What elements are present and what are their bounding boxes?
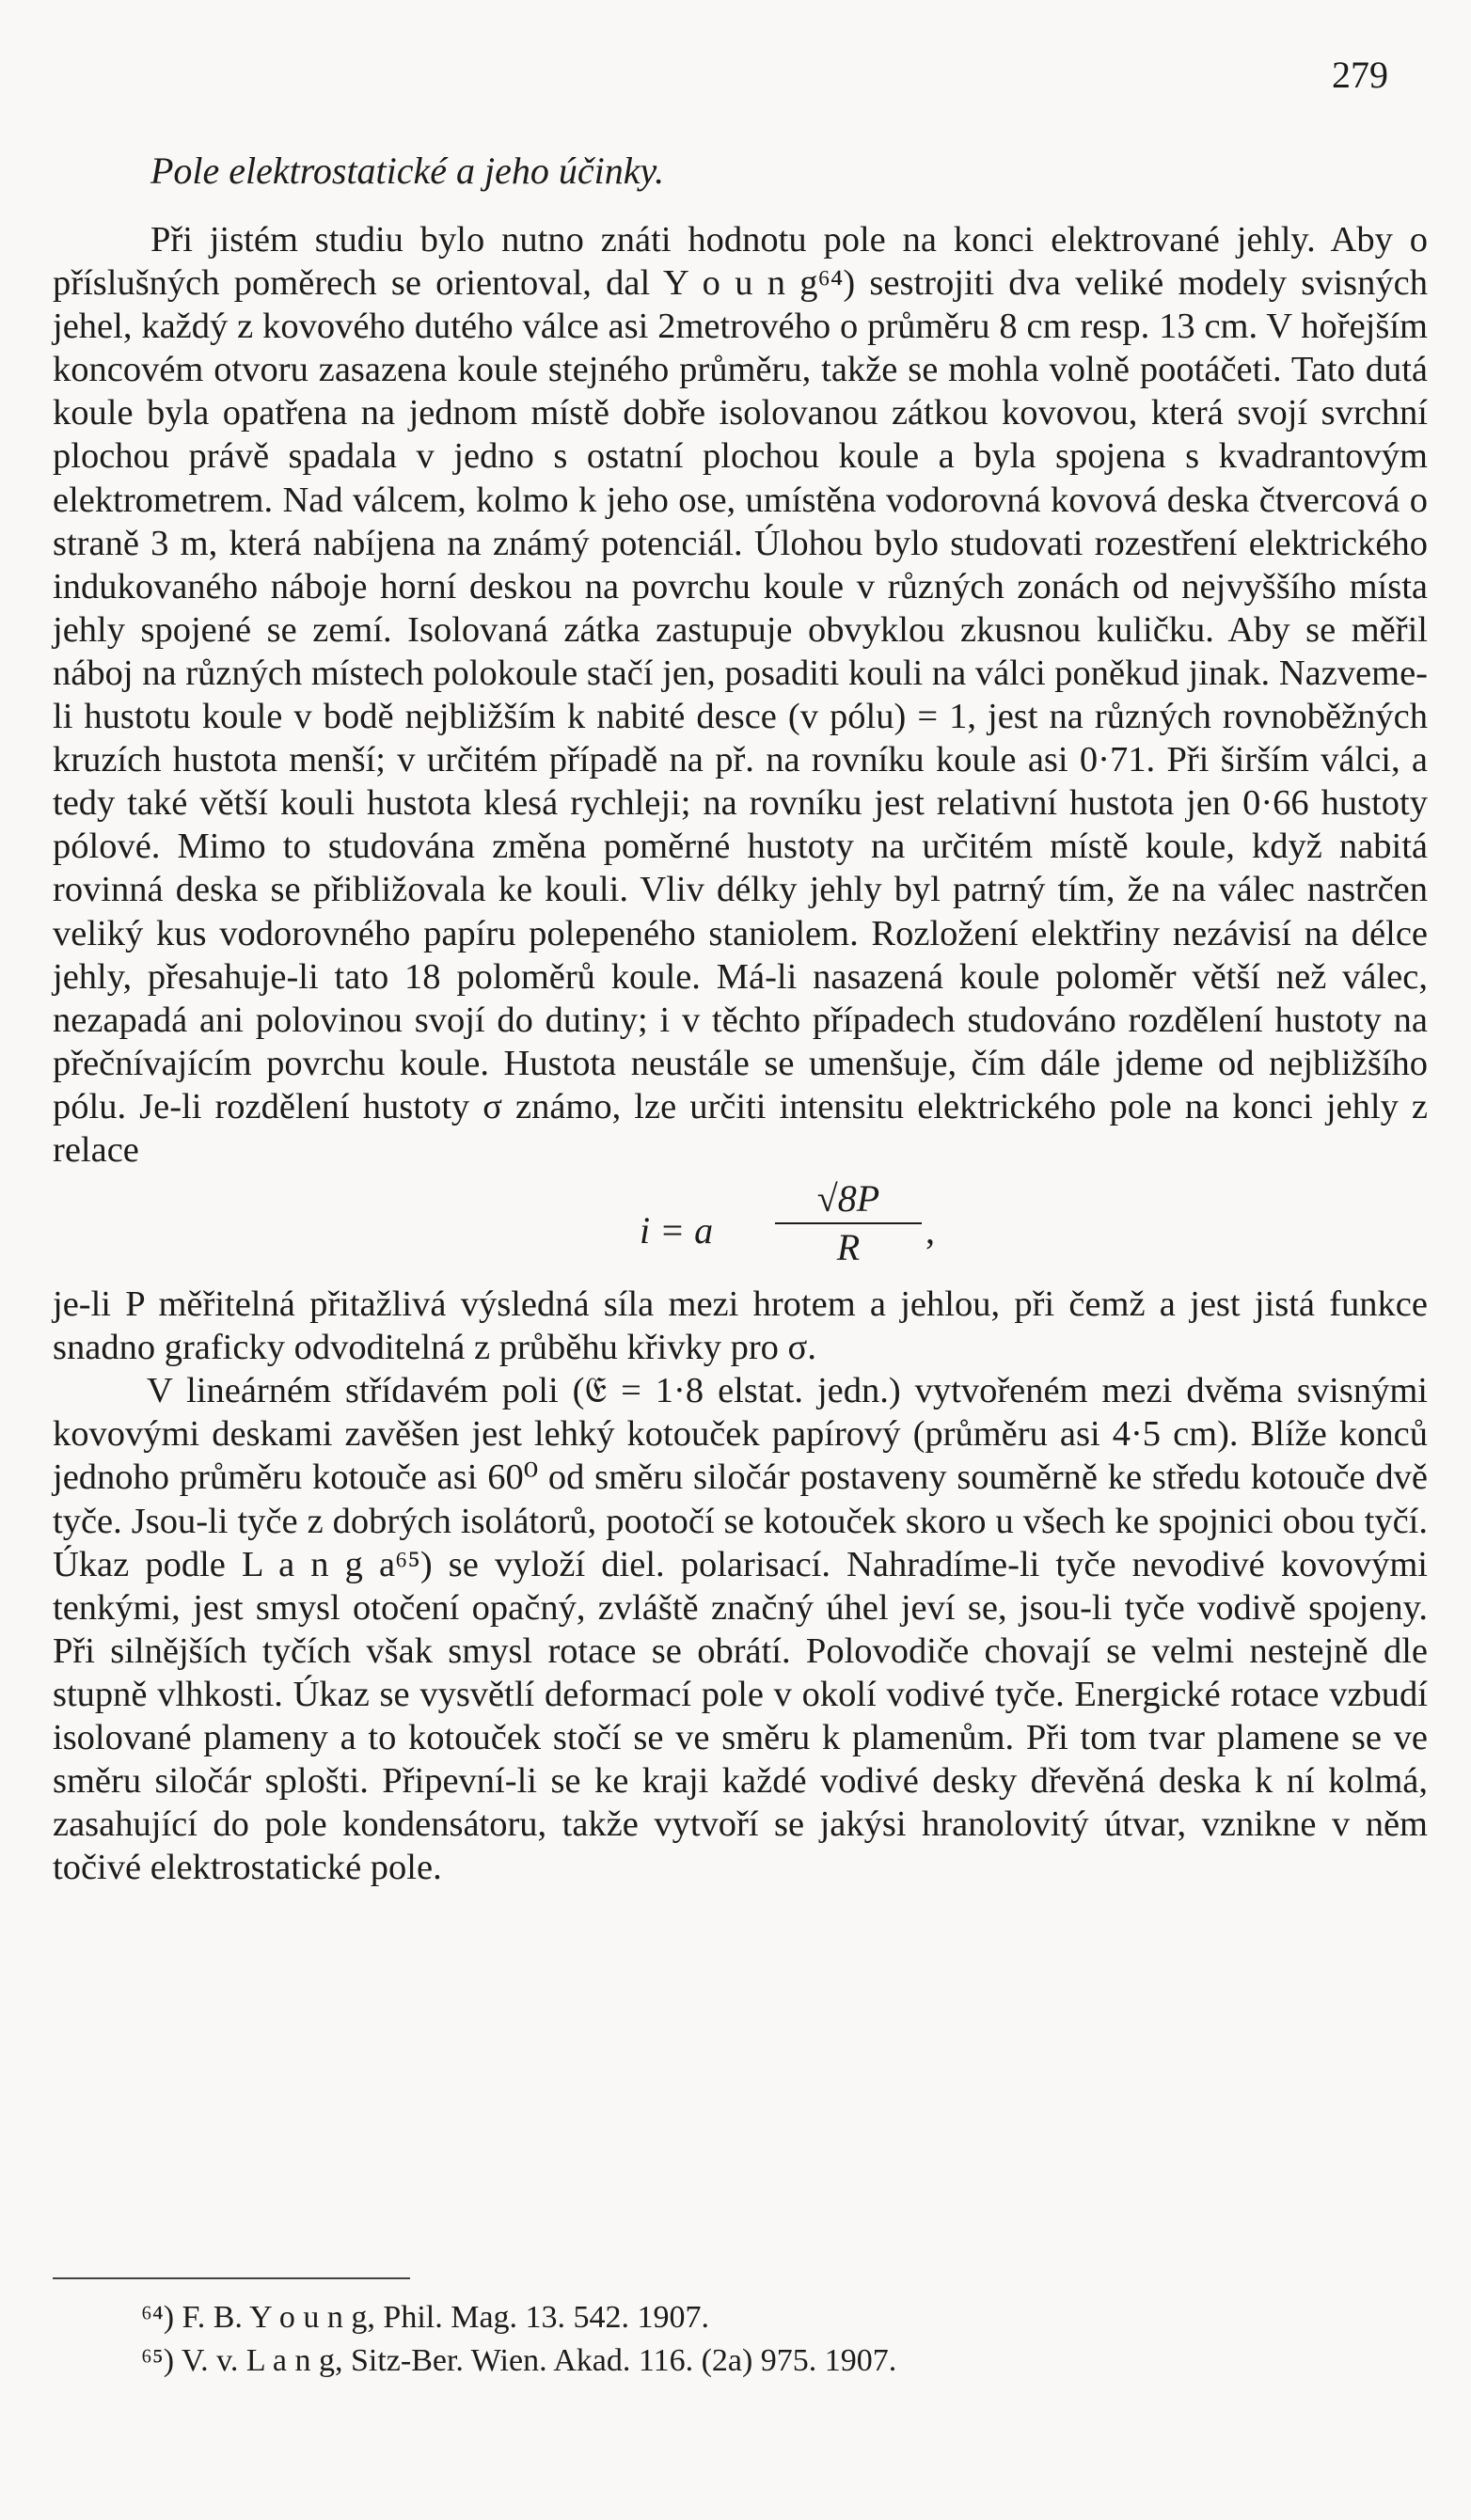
footnote-text: V. v. L a n g, Sitz-Ber. Wien. Akad. 116. (2a) 975. 1907. xyxy=(181,2343,897,2378)
page-number: 279 xyxy=(1332,54,1388,96)
formula-denominator: R xyxy=(836,1226,861,1269)
paragraph-3: V lineárném střídavém poli (𝔈 = 1·8 elstat. jedn.) vytvořeném mezi dvěma svisnými kovovými deskami zavěšen jest lehký kotouček papírový (průměru asi 4·5 cm). Blíže konců jednoho průměru kotouče asi 60⁰ od směru siločár postaveny souměrně ke středu kotouče dvě tyče. Jsou-li tyče z dobrých isolátorů, pootočí se kotouček skoro u všech ke spojnici obou tyčí. Úkaz podle L a n g a⁶⁵) se vyloží diel. polarisací. Nahradíme-li tyče nevodivé kovovými tenkými, jest smysl otočení opačný, zvláště značný úhel jeví se, jsou-li tyče vodivě spojeny. Při silnějších tyčích však smysl rotace se obrátí. Polovodiče chovají se velmi nestejně dle stupně vlhkosti. Úkaz se vysvětlí deformací pole v okolí vodivé tyče. Energické rotace vzbudí isolované plameny a to kotouček stočí se ve směru k plamenům. Při tom tvar plamene se ve směru siločár splošti. Připevní-li se ke kraji každé vodivé desky dřevěná deska k ní kolmá, zasahující do pole kondensátoru, takže vytvoří se jakýsi hranolovitý útvar, vznikne v něm točivé elektrostatické pole. xyxy=(53,1371,1428,1888)
formula-fraction xyxy=(775,1177,922,1269)
formula-numerator: √8P xyxy=(775,1177,922,1224)
formula xyxy=(53,1172,1428,1283)
formula-trailing: , xyxy=(925,1209,935,1252)
footnote-marker: ⁶⁴) xyxy=(141,2300,175,2335)
footnote-65 xyxy=(141,2339,1317,2383)
footnote-marker: ⁶⁵) xyxy=(141,2343,175,2378)
paragraph-1: Při jistém studiu bylo nutno znáti hodnotu pole na konci elektrované jehly. Aby o příslušných poměrech se orientoval, dal Y o u n g⁶⁴) sestrojiti dva veliké modely svisných jehel, každý z kovového dutého válce asi 2metrového o průměru 8 cm resp. 13 cm. V hořejším koncovém otvoru zasazena koule stejného průměru, takže se mohla volně pootáčeti. Tato dutá koule byla opatřena na jednom místě dobře isolovanou zátkou kovovou, která svojí svrchní plochou právě spadala v jedno s ostatní plochou koule a byla spojena s kvadrantovým elektrometrem. Nad válcem, kolmo k jeho ose, umístěna vodorovná kovová deska čtvercová o straně 3 m, která nabíjena na známý potenciál. Úlohou bylo studovati rozestření elektrického indukovaného náboje horní deskou na povrchu koule v různých zonách od nejvyššího místa jehly spojené se zemí. Isolovaná zátka zastupuje obvyklou zkusnou kuličku. Aby se měřil náboj na různých místech polokoule stačí jen, posaditi kouli na válci poněkud jinak. Nazveme-li hustotu koule v bodě nejbližším k nabité desce (v pólu) = 1, jest na různých rovnoběžných kruzích hustota menší; v určitém případě na př. na rovníku koule asi 0·71. Při širším válci, a tedy také větší kouli hustota klesá rychleji; na rovníku jest relativní hustota jen 0·66 hustoty pólové. Mimo to studována změna poměrné hustoty na určitém místě koule, když nabitá rovinná deska se přibližovala ke kouli. Vliv délky jehly byl patrný tím, že na válec nastrčen veliký kus vodorovného papíru polepeného staniolem. Rozložení elektřiny nezávisí na délce jehly, přesahuje-li tato 18 poloměrů koule. Má-li nasazená koule poloměr větší než válec, nezapadá ani polovinou svojí do dutiny; i v těchto případech studováno rozdělení hustoty na přečnívajícím povrchu koule. Hustota neustále se umenšuje, čím dále jdeme od nejbližšího pólu. Je-li rozdělení hustoty σ známo, lze určiti intensitu elektrického pole na konci jehly z relace xyxy=(53,220,1428,1170)
body-text xyxy=(53,218,1428,1889)
footnotes xyxy=(141,2296,1317,2383)
footnote-divider xyxy=(53,2277,410,2279)
paragraph-2: je-li P měřitelná přitažlivá výsledná síla mezi hrotem a jehlou, při čemž a jest jistá funkce snadno graficky odvoditelná z průběhu křivky pro σ. xyxy=(53,1284,1428,1368)
formula-lhs: i = a xyxy=(640,1209,714,1252)
footnote-64 xyxy=(141,2296,1317,2339)
footnote-text: F. B. Y o u n g, Phil. Mag. 13. 542. 1907. xyxy=(182,2300,710,2335)
section-title: Pole elektrostatické a jeho účinky. xyxy=(150,150,665,192)
